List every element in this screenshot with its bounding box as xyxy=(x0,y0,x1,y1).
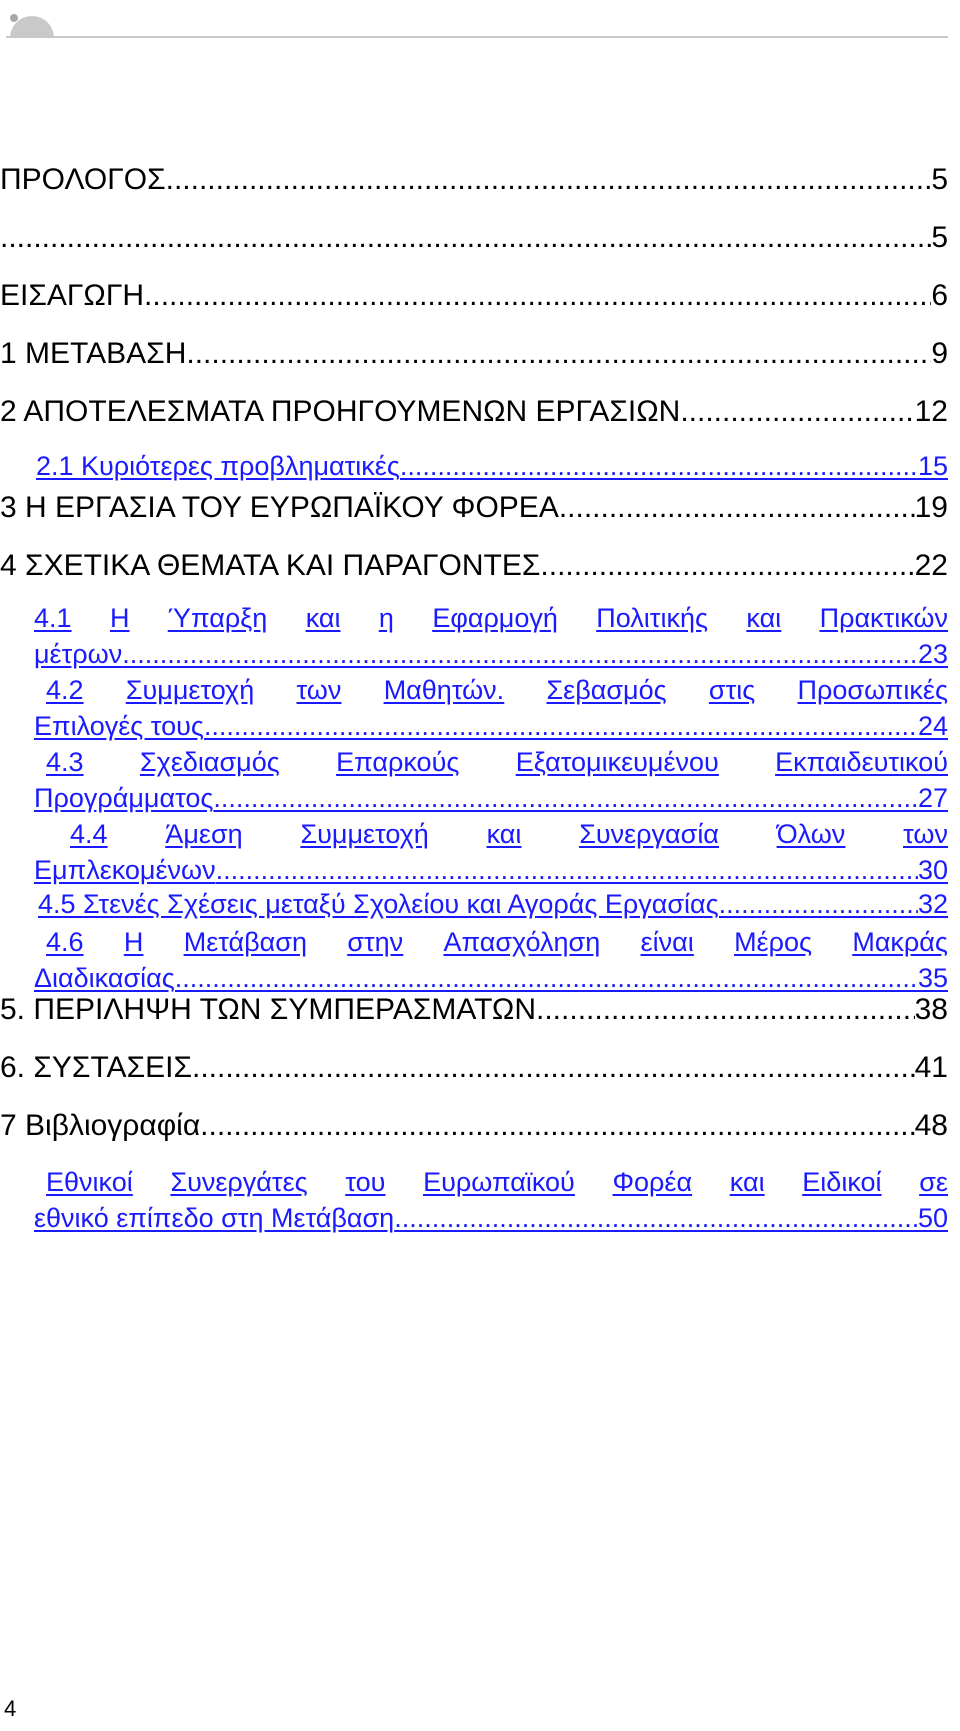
toc-entry-title: ΕΙΣΑΓΩΓΗ xyxy=(0,279,145,312)
toc-entry-untitled[interactable] xyxy=(0,218,948,258)
toc-word: Μακράς xyxy=(852,927,948,957)
toc-word: σε xyxy=(919,1167,948,1197)
toc-word: Ύπαρξη xyxy=(167,603,268,633)
toc-entry-title: 3 Η ΕΡΓΑΣΙΑ ΤΟΥ ΕΥΡΩΠΑΪΚΟΥ ΦΟΡΕΑ xyxy=(0,491,559,524)
toc-entry-bibliography[interactable] xyxy=(0,1106,948,1146)
toc-entry-title-line xyxy=(34,1164,948,1200)
toc-entry-page: 12 xyxy=(914,395,948,428)
toc-word: στις xyxy=(708,675,756,705)
toc-word: 4.3 xyxy=(46,747,84,777)
toc-word: Όλων xyxy=(776,819,846,849)
toc-entry-title-cont: Προγράμματος xyxy=(34,783,214,813)
toc-entry-page: 24 xyxy=(917,711,948,741)
toc-word: και xyxy=(746,603,782,633)
toc-word: Μέρος xyxy=(734,927,812,957)
toc-word: 4.6 xyxy=(46,927,84,957)
toc-entry-title-cont: Διαδικασίας xyxy=(34,963,175,993)
toc-word: είναι xyxy=(640,927,694,957)
toc-entry-title: 4.5 Στενές Σχέσεις μεταξύ Σχολείου και Αγοράς Εργασίας xyxy=(38,889,719,919)
toc-entry-chapter-6[interactable] xyxy=(0,1048,948,1088)
toc-leader-dots xyxy=(680,392,914,432)
toc-entry-title: ΠΡΟΛΟΓΟΣ xyxy=(0,163,166,196)
toc-entry-section-4-4[interactable] xyxy=(34,816,948,888)
toc-entry-title: 6. ΣΥΣΤΑΣΕΙΣ xyxy=(0,1051,192,1084)
toc-entry-section-4-1[interactable] xyxy=(34,600,948,672)
toc-entry-title-line xyxy=(34,816,948,852)
toc-entry-page: 9 xyxy=(931,337,948,370)
toc-entry-page: 22 xyxy=(914,549,948,582)
toc-word: των xyxy=(296,675,342,705)
toc-entry-title-cont: μέτρων xyxy=(34,639,123,669)
toc-entry-page: 32 xyxy=(917,889,948,919)
toc-entry-page: 41 xyxy=(914,1051,948,1084)
toc-entry-introduction[interactable] xyxy=(0,276,948,316)
toc-word: Η xyxy=(123,927,144,957)
toc-word: Συνεργασία xyxy=(579,819,719,849)
toc-entry-section-4-2[interactable] xyxy=(34,672,948,744)
toc-entry-page: 6 xyxy=(931,279,948,312)
toc-entry-title: 2 ΑΠΟΤΕΛΕΣΜΑΤΑ ΠΡΟΗΓΟΥΜΕΝΩΝ ΕΡΓΑΣΙΩΝ xyxy=(0,395,681,428)
toc-entry-section-4-6[interactable] xyxy=(34,924,948,996)
toc-entry-prologue[interactable] xyxy=(0,160,948,200)
toc-entry-title-line xyxy=(34,600,948,636)
toc-entry-chapter-1[interactable] xyxy=(0,334,948,374)
toc-word: Πολιτικής xyxy=(596,603,708,633)
toc-entry-title: 4 ΣΧΕΤΙΚΑ ΘΕΜΑΤΑ ΚΑΙ ΠΑΡΑΓΟΝΤΕΣ xyxy=(0,549,541,582)
toc-word: Εξατομικευμένου xyxy=(515,747,719,777)
toc-word: Επαρκούς xyxy=(336,747,460,777)
toc-entry-title-line xyxy=(34,924,948,960)
toc-word: Εθνικοί xyxy=(46,1167,133,1197)
toc-entry-title-cont: εθνικό επίπεδο στη Μετάβαση xyxy=(34,1203,395,1233)
page-number: 4 xyxy=(4,1696,17,1721)
toc-leader-dots xyxy=(0,218,931,258)
toc-leader-dots xyxy=(144,276,931,316)
toc-word: Ειδικοί xyxy=(802,1167,882,1197)
toc-entry-title: 7 Βιβλιογραφία xyxy=(0,1109,201,1142)
toc-entry-page: 30 xyxy=(917,855,948,885)
toc-entry-page: 23 xyxy=(917,639,948,669)
toc-word: 4.4 xyxy=(70,819,108,849)
toc-leader-dots xyxy=(394,1200,918,1236)
toc-entry-page: 27 xyxy=(917,783,948,813)
toc-word: η xyxy=(378,603,394,633)
toc-entry-title-line xyxy=(34,672,948,708)
toc-entry-page: 19 xyxy=(914,491,948,524)
toc-entry-chapter-3[interactable] xyxy=(0,488,948,528)
toc-leader-dots xyxy=(122,636,918,672)
toc-leader-dots xyxy=(536,990,915,1030)
toc-leader-dots xyxy=(186,334,931,374)
toc-word: Συμμετοχή xyxy=(125,675,255,705)
toc-entry-page: 48 xyxy=(914,1109,948,1142)
toc-entry-title-cont: Εμπλεκομένων xyxy=(34,855,216,885)
toc-word: Σεβασμός xyxy=(546,675,667,705)
toc-word: των xyxy=(903,819,948,849)
toc-entry-chapter-2[interactable] xyxy=(0,392,948,432)
toc-leader-dots xyxy=(166,160,932,200)
toc-word: και xyxy=(729,1167,765,1197)
toc-entry-section-4-3[interactable] xyxy=(34,744,948,816)
toc-word: Εφαρμογή xyxy=(432,603,558,633)
toc-entry-national-partners[interactable] xyxy=(34,1164,948,1236)
toc-entry-title: 1 ΜΕΤΑΒΑΣΗ xyxy=(0,337,187,370)
toc-leader-dots xyxy=(719,886,918,922)
toc-word: Σχεδιασμός xyxy=(139,747,280,777)
toc-word: Απασχόληση xyxy=(443,927,601,957)
toc-leader-dots xyxy=(400,448,918,484)
toc-word: Άμεση xyxy=(165,819,243,849)
toc-word: Φορέα xyxy=(612,1167,693,1197)
toc-word: και xyxy=(305,603,341,633)
toc-entry-page: 5 xyxy=(931,221,948,254)
toc-leader-dots xyxy=(559,488,915,528)
toc-word: Πρακτικών xyxy=(819,603,948,633)
toc-leader-dots xyxy=(216,852,918,888)
toc-entry-page: 35 xyxy=(917,963,948,993)
toc-leader-dots xyxy=(200,1106,914,1146)
toc-word: Προσωπικές xyxy=(797,675,948,705)
toc-entry-title-line xyxy=(34,744,948,780)
toc-entry-title: 2.1 Κυριότερες προβληματικές xyxy=(36,451,400,481)
toc-word: 4.1 xyxy=(34,603,72,633)
toc-entry-chapter-4[interactable] xyxy=(0,546,948,586)
toc-word: στην xyxy=(347,927,404,957)
toc-entry-page: 5 xyxy=(931,163,948,196)
toc-entry-page: 38 xyxy=(914,993,948,1026)
toc-leader-dots xyxy=(204,708,918,744)
toc-entry-title: 5. ΠΕΡΙΛΗΨΗ ΤΩΝ ΣΥΜΠΕΡΑΣΜΑΤΩΝ xyxy=(0,993,537,1026)
toc-entry-title-cont: Επιλογές τους xyxy=(34,711,204,741)
toc-word: Ευρωπαϊκού xyxy=(423,1167,575,1197)
toc-word: και xyxy=(486,819,522,849)
toc-entry-section-4-5[interactable] xyxy=(0,886,948,922)
toc-word: Εκπαιδευτικού xyxy=(775,747,948,777)
toc-leader-dots xyxy=(192,1048,915,1088)
toc-word: Η xyxy=(109,603,130,633)
toc-entry-chapter-5[interactable] xyxy=(0,990,948,1030)
toc-word: Μαθητών. xyxy=(383,675,505,705)
toc-word: Μετάβαση xyxy=(183,927,307,957)
toc-leader-dots xyxy=(213,780,918,816)
toc-word: 4.2 xyxy=(46,675,84,705)
toc-entry-page: 50 xyxy=(917,1203,948,1233)
toc-word: Συμμετοχή xyxy=(300,819,429,849)
toc-entry-section-2-1[interactable] xyxy=(0,448,948,484)
toc-entry-page: 15 xyxy=(917,451,948,481)
toc-word: του xyxy=(345,1167,386,1197)
toc-leader-dots xyxy=(540,546,914,586)
toc-word: Συνεργάτες xyxy=(170,1167,308,1197)
